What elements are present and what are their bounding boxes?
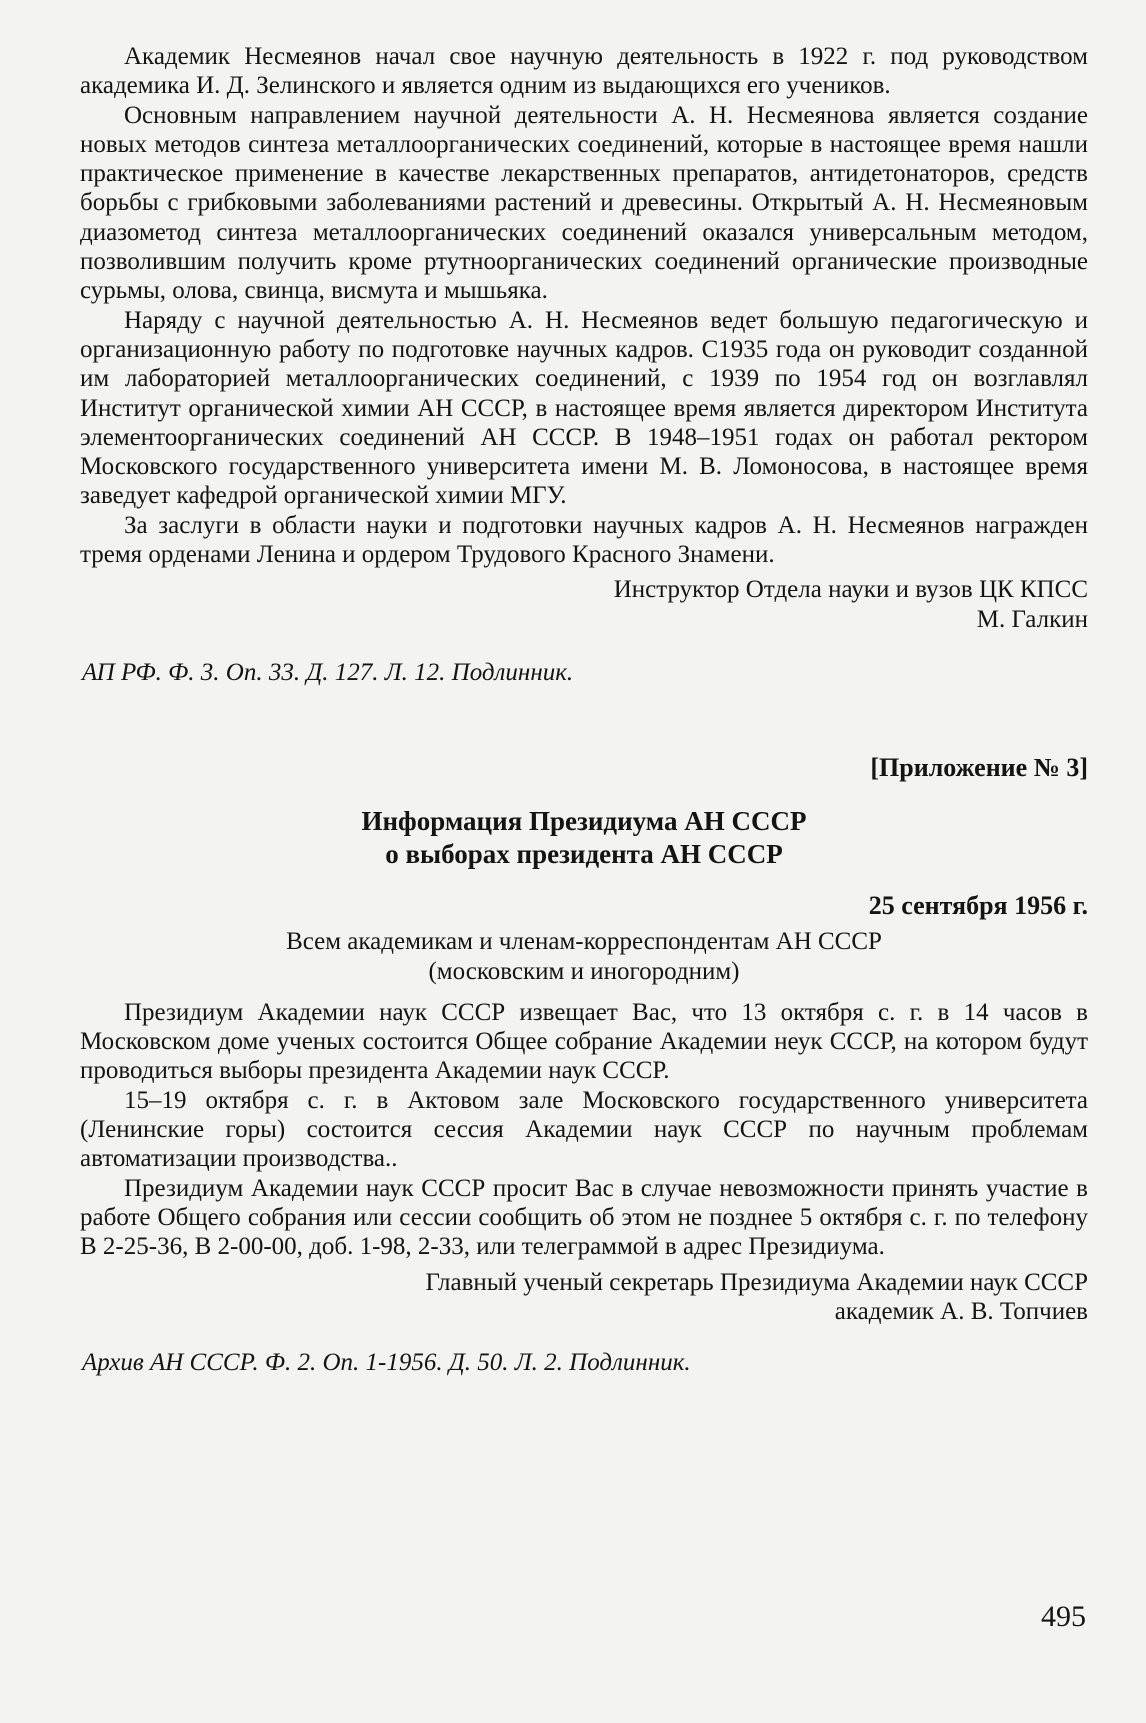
addressee <box>80 927 1088 986</box>
appendix-label: [Приложение № 3] <box>870 753 1088 783</box>
page-number: 495 <box>1041 1600 1086 1633</box>
document-title <box>80 805 1088 871</box>
paragraph: Наряду с научной деятельностью А. Н. Несмеянов ведет большую педагогическую и организационную работу по подготовке научных кадров. С1935 года он руководит созданной им лабораторией металлоорганических соединений, с 1939 по 1954 год он возглавлял Институт органической химии АН СССР, в настоящее время является директором Института элементоорганических соединений АН СССР. В 1948–1951 годах он работал ректором Московского государственного университета имени М. В. Ломоносова, в настоящее время заведует кафедрой органической химии МГУ. <box>80 306 1088 510</box>
document-date: 25 сентября 1956 г. <box>868 891 1088 921</box>
title-line: Информация Президиума АН СССР <box>361 806 807 837</box>
paragraph: Президиум Академии наук СССР просит Вас в случае невозможности принять участие в работе Общего собрания или сессии сообщить об этом не позднее 5 октября с. г. по телефону В 2-25-36, В 2-00-00, доб. 1-98, 2-33, или телеграммой в адрес Президиума. <box>80 1174 1088 1261</box>
appendix-section <box>80 753 1088 1377</box>
signature-title: Главный ученый секретарь Президиума Академии наук СССР <box>425 1268 1088 1296</box>
addressee-line: Всем академикам и членам-корреспондентам АН СССР <box>286 928 882 956</box>
letter-section <box>80 42 1088 687</box>
paragraph: Академик Несмеянов начал свое научную деятельность в 1922 г. под руководством академика И. Д. Зелинского и является одним из выдающихся его учеников. <box>80 43 1088 100</box>
addressee-line: (московским и иногородним) <box>428 957 740 985</box>
archive-source: Архив АН СССР. Ф. 2. Оп. 1-1956. Д. 50. Л. 2. Подлинник. <box>82 1349 691 1377</box>
archive-source: АП РФ. Ф. 3. Оп. 33. Д. 127. Л. 12. Подлинник. <box>82 658 574 686</box>
title-line: о выборах президента АН СССР <box>385 839 783 870</box>
signature-name: академик А. В. Топчиев <box>834 1297 1088 1325</box>
paragraph: 15–19 октября с. г. в Актовом зале Московского государственного университета (Ленинские горы) состоится сессия Академии наук СССР по научным проблемам автоматизации производства.. <box>80 1086 1088 1173</box>
signature-name: М. Галкин <box>976 605 1088 633</box>
paragraph: Президиум Академии наук СССР извещает Вас, что 13 октября с. г. в 14 часов в Московском доме ученых состоится Общее собрание Академии неук СССР, на котором будут проводиться выборы президента Академии наук СССР. <box>80 998 1088 1085</box>
signature-title: Инструктор Отдела науки и вузов ЦК КПСС <box>613 576 1088 604</box>
paragraph: За заслуги в области науки и подготовки научных кадров А. Н. Несмеянов награжден тремя орденами Ленина и ордером Трудового Красного Знамени. <box>80 511 1088 569</box>
paragraph: Основным направлением научной деятельности А. Н. Несмеянова является создание новых методов синтеза металлоорганических соединений, которые в настоящее время нашли практическое применение в качестве лекарственных препаратов, антидетонаторов, средств борьбы с грибковыми заболеваниями растений и древесины. Открытый А. Н. Несмеяновым диазометод синтеза металлоорганических соединений оказался универсальным методом, позволившим получить кроме ртутноорганических соединений органические производные сурьмы, олова, свинца, висмута и мышьяка. <box>80 101 1088 305</box>
